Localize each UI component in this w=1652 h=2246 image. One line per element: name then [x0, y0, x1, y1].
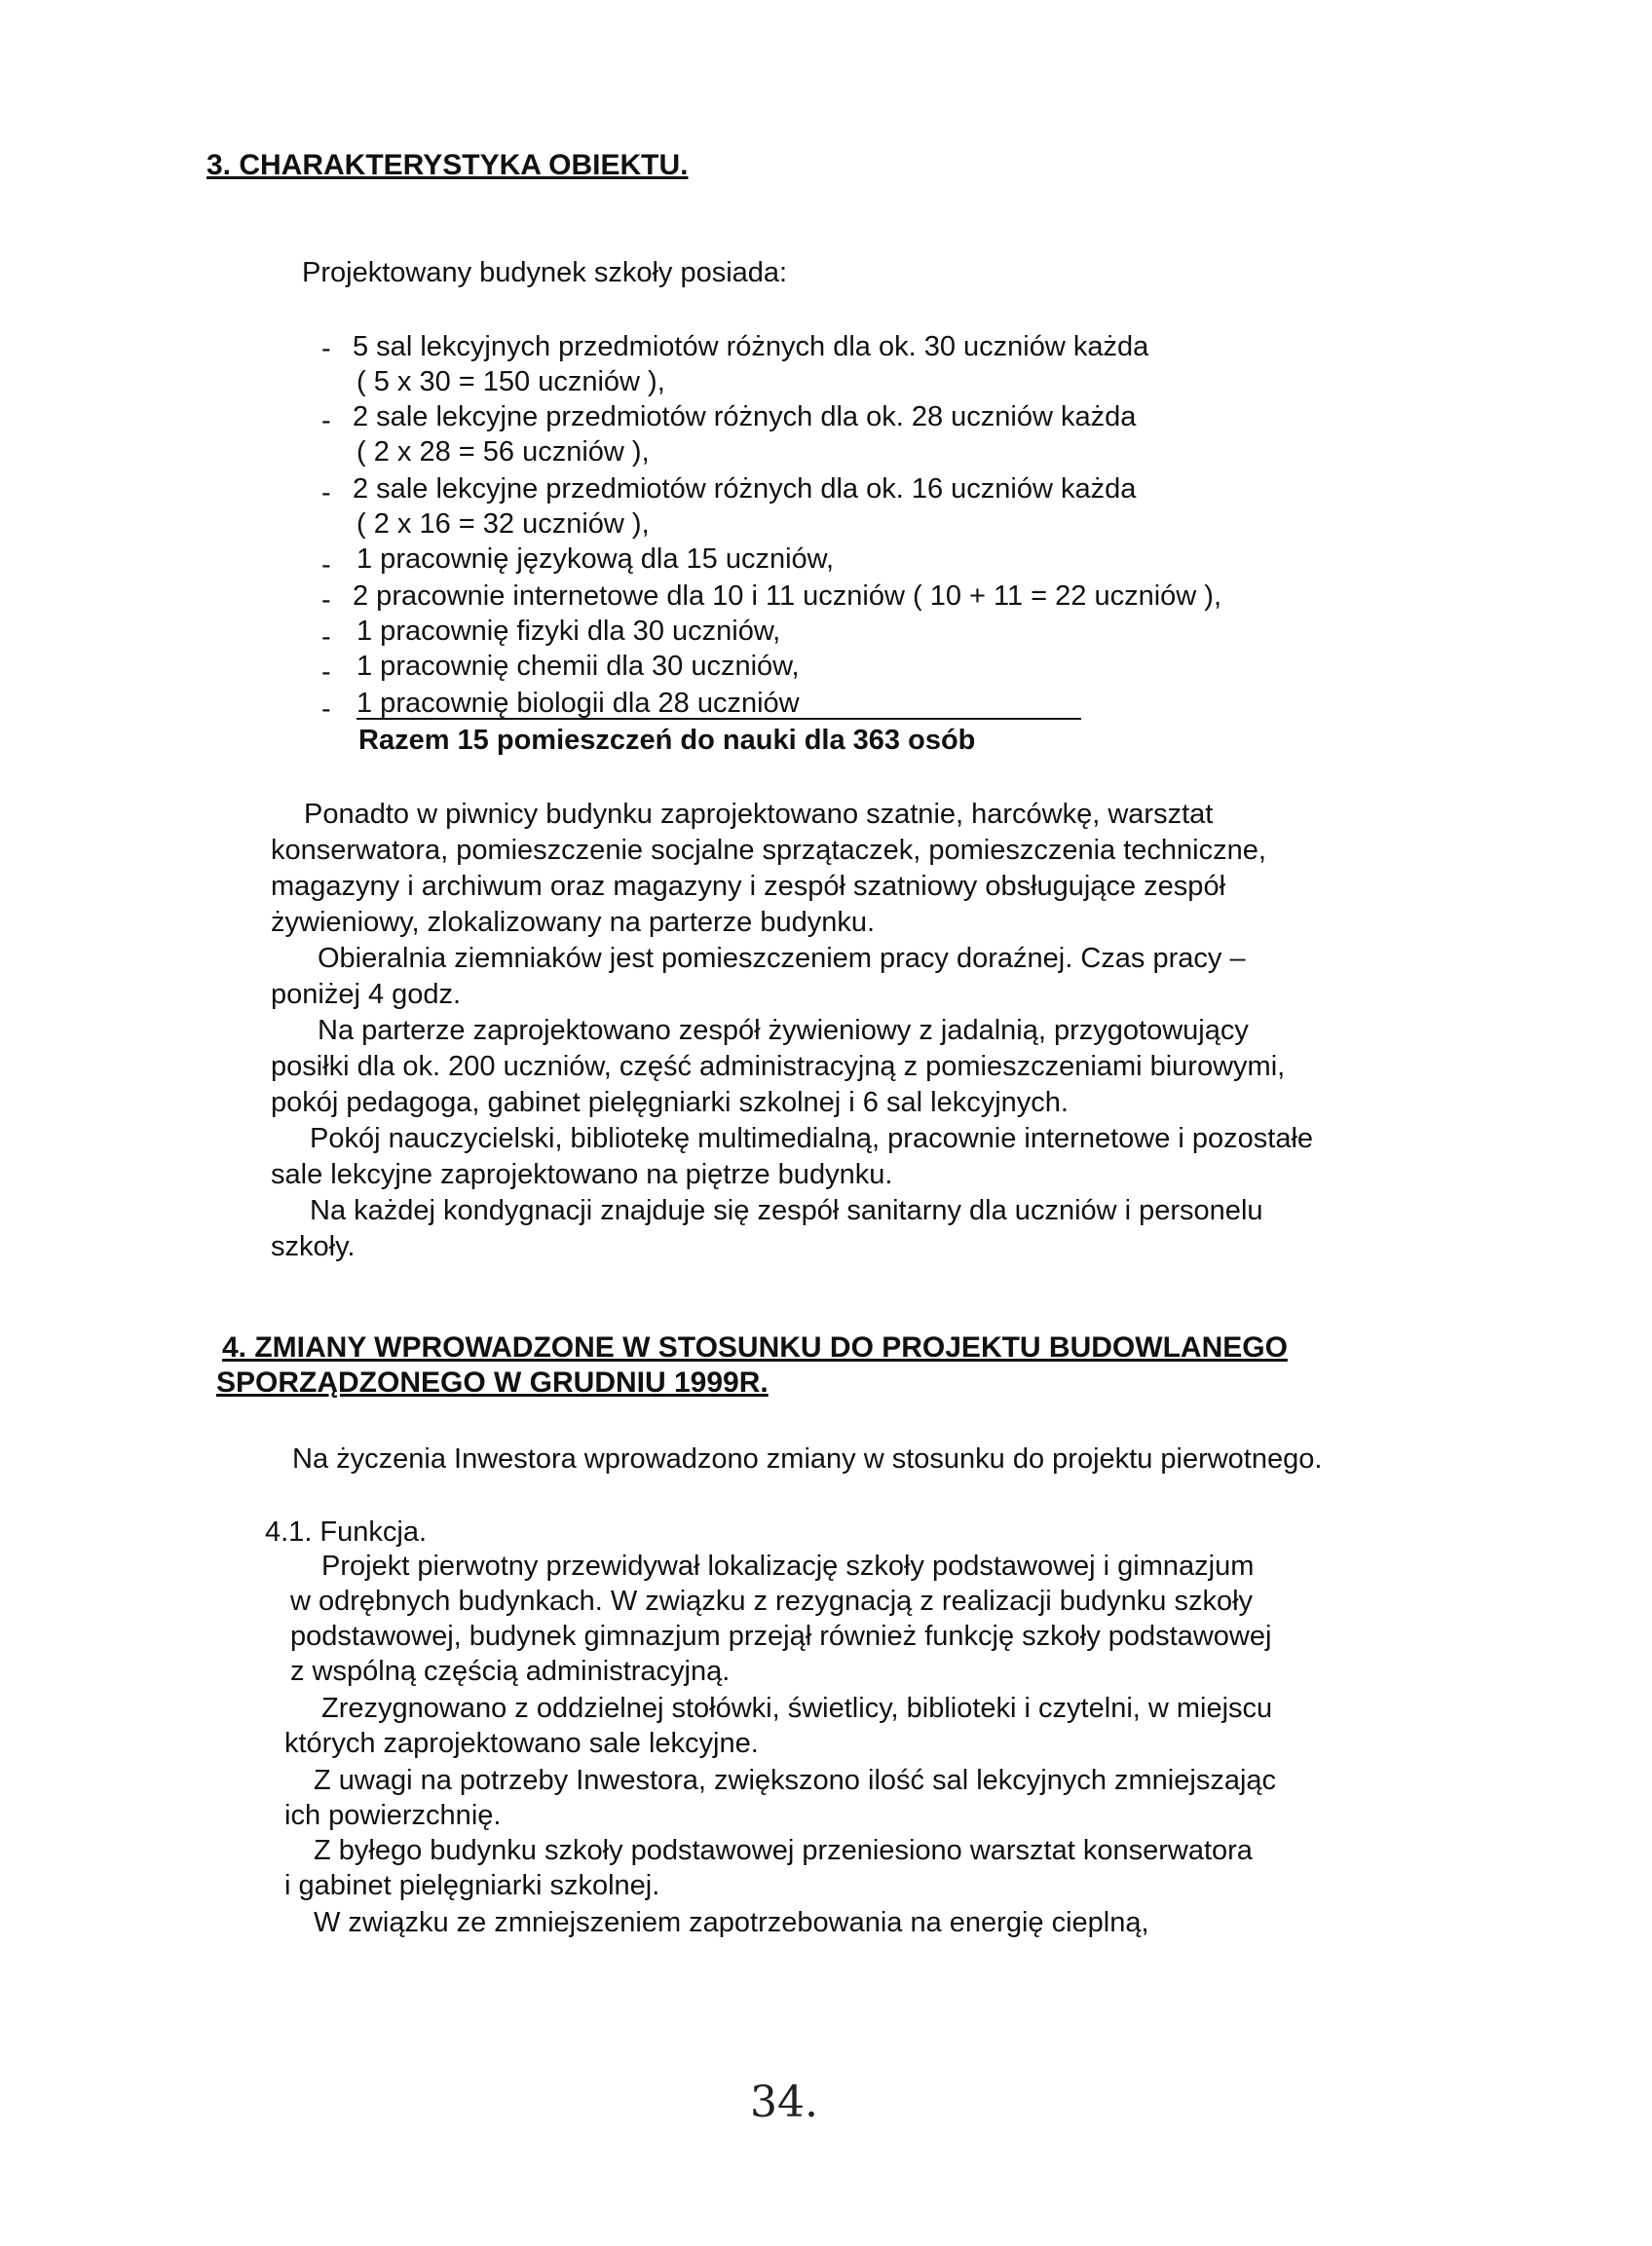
- list-item-detail: ( 2 x 28 = 56 uczniów ),: [357, 436, 650, 468]
- list-dash: -: [321, 549, 331, 580]
- paragraph-line: Na parterze zaprojektowano zespół żywieniowy z jadalnią, przygotowujący: [318, 1015, 1249, 1046]
- list-item: 1 pracownię chemii dla 30 uczniów,: [357, 651, 800, 682]
- paragraph-line: Na każdej kondygnacji znajduje się zespół sanitarny dla uczniów i personelu: [310, 1195, 1263, 1226]
- paragraph-line: ich powierzchnię.: [284, 1800, 502, 1831]
- section-3-heading: 3. CHARAKTERYSTYKA OBIEKTU.: [206, 149, 689, 181]
- list-item-detail: ( 5 x 30 = 150 uczniów ),: [357, 366, 665, 397]
- list-dash: -: [321, 333, 331, 364]
- paragraph-line: posiłki dla ok. 200 uczniów, część administracyjną z pomieszczeniami biurowymi,: [271, 1051, 1286, 1082]
- section-4-intro: Na życzenia Inwestora wprowadzono zmiany w stosunku do projektu pierwotnego.: [292, 1443, 1323, 1475]
- page-number: 34.: [750, 2078, 818, 2127]
- list-item: 2 sale lekcyjne przedmiotów różnych dla ok. 16 uczniów każda: [353, 473, 1137, 505]
- section-4-heading-continued: SPORZĄDZONEGO W GRUDNIU 1999R.: [216, 1366, 769, 1399]
- paragraph-line: podstawowej, budynek gimnazjum przejął również funkcję szkoły podstawowej: [290, 1621, 1272, 1652]
- paragraph-line: W związku ze zmniejszeniem zapotrzebowania na energię cieplną,: [314, 1907, 1149, 1938]
- list-item: 2 pracownie internetowe dla 10 i 11 uczniów ( 10 + 11 = 22 uczniów ),: [353, 580, 1222, 612]
- paragraph-line: szkoły.: [271, 1231, 356, 1262]
- section-4-heading: 4. ZMIANY WPROWADZONE W STOSUNKU DO PROJEKTU BUDOWLANEGO: [222, 1331, 1288, 1364]
- list-dash: -: [321, 693, 331, 725]
- paragraph-line: Projekt pierwotny przewidywał lokalizację szkoły podstawowej i gimnazjum: [321, 1551, 1255, 1582]
- list-dash: -: [321, 477, 331, 508]
- paragraph-line: których zaprojektowano sale lekcyjne.: [284, 1728, 759, 1759]
- paragraph-line: Obieralnia ziemniaków jest pomieszczeniem pracy doraźnej. Czas pracy –: [318, 943, 1246, 974]
- paragraph-line: i gabinet pielęgniarki szkolnej.: [284, 1870, 660, 1901]
- paragraph-line: Z byłego budynku szkoły podstawowej przeniesiono warsztat konserwatora: [314, 1835, 1253, 1866]
- list-item: 5 sal lekcyjnych przedmiotów różnych dla ok. 30 uczniów każda: [353, 331, 1149, 362]
- paragraph-line: sale lekcyjne zaprojektowano na piętrze budynku.: [271, 1159, 893, 1190]
- list-item: 1 pracownię biologii dla 28 uczniów: [357, 688, 800, 719]
- list-dash: -: [321, 656, 331, 688]
- paragraph-line: pokój pedagoga, gabinet pielęgniarki szkolnej i 6 sal lekcyjnych.: [271, 1087, 1069, 1118]
- list-dash: -: [321, 405, 331, 436]
- paragraph-line: konserwatora, pomieszczenie socjalne sprzątaczek, pomieszczenia techniczne,: [271, 835, 1266, 866]
- paragraph-line: Z uwagi na potrzeby Inwestora, zwiększono ilość sal lekcyjnych zmniejszając: [314, 1765, 1277, 1796]
- paragraph-line: z wspólną częścią administracyjną.: [290, 1656, 731, 1687]
- list-item: 1 pracownię językową dla 15 uczniów,: [357, 543, 835, 575]
- list-item: 1 pracownię fizyki dla 30 uczniów,: [357, 616, 781, 647]
- list-item: 2 sale lekcyjne przedmiotów różnych dla ok. 28 uczniów każda: [353, 401, 1137, 432]
- list-underline: [357, 718, 1081, 720]
- list-item-detail: ( 2 x 16 = 32 uczniów ),: [357, 508, 650, 540]
- paragraph-line: poniżej 4 godz.: [271, 979, 462, 1010]
- paragraph-line: Zrezygnowano z oddzielnej stołówki, świetlicy, biblioteki i czytelni, w miejscu: [321, 1693, 1273, 1724]
- section-3-intro: Projektowany budynek szkoły posiada:: [302, 257, 788, 288]
- paragraph-line: Ponadto w piwnicy budynku zaprojektowano szatnie, harcówkę, warsztat: [304, 799, 1214, 830]
- list-dash: -: [321, 584, 331, 616]
- paragraph-line: w odrębnych budynkach. W związku z rezygnacją z realizacji budynku szkoły: [290, 1586, 1254, 1617]
- list-dash: -: [321, 621, 331, 653]
- paragraph-line: magazyny i archiwum oraz magazyny i zespół szatniowy obsługujące zespół: [271, 871, 1226, 902]
- total-summary: Razem 15 pomieszczeń do nauki dla 363 osób: [358, 725, 976, 756]
- paragraph-line: Pokój nauczycielski, bibliotekę multimedialną, pracownie internetowe i pozostałe: [310, 1123, 1314, 1154]
- subsection-heading: 4.1. Funkcja.: [265, 1516, 428, 1548]
- paragraph-line: żywieniowy, zlokalizowany na parterze budynku.: [271, 907, 876, 938]
